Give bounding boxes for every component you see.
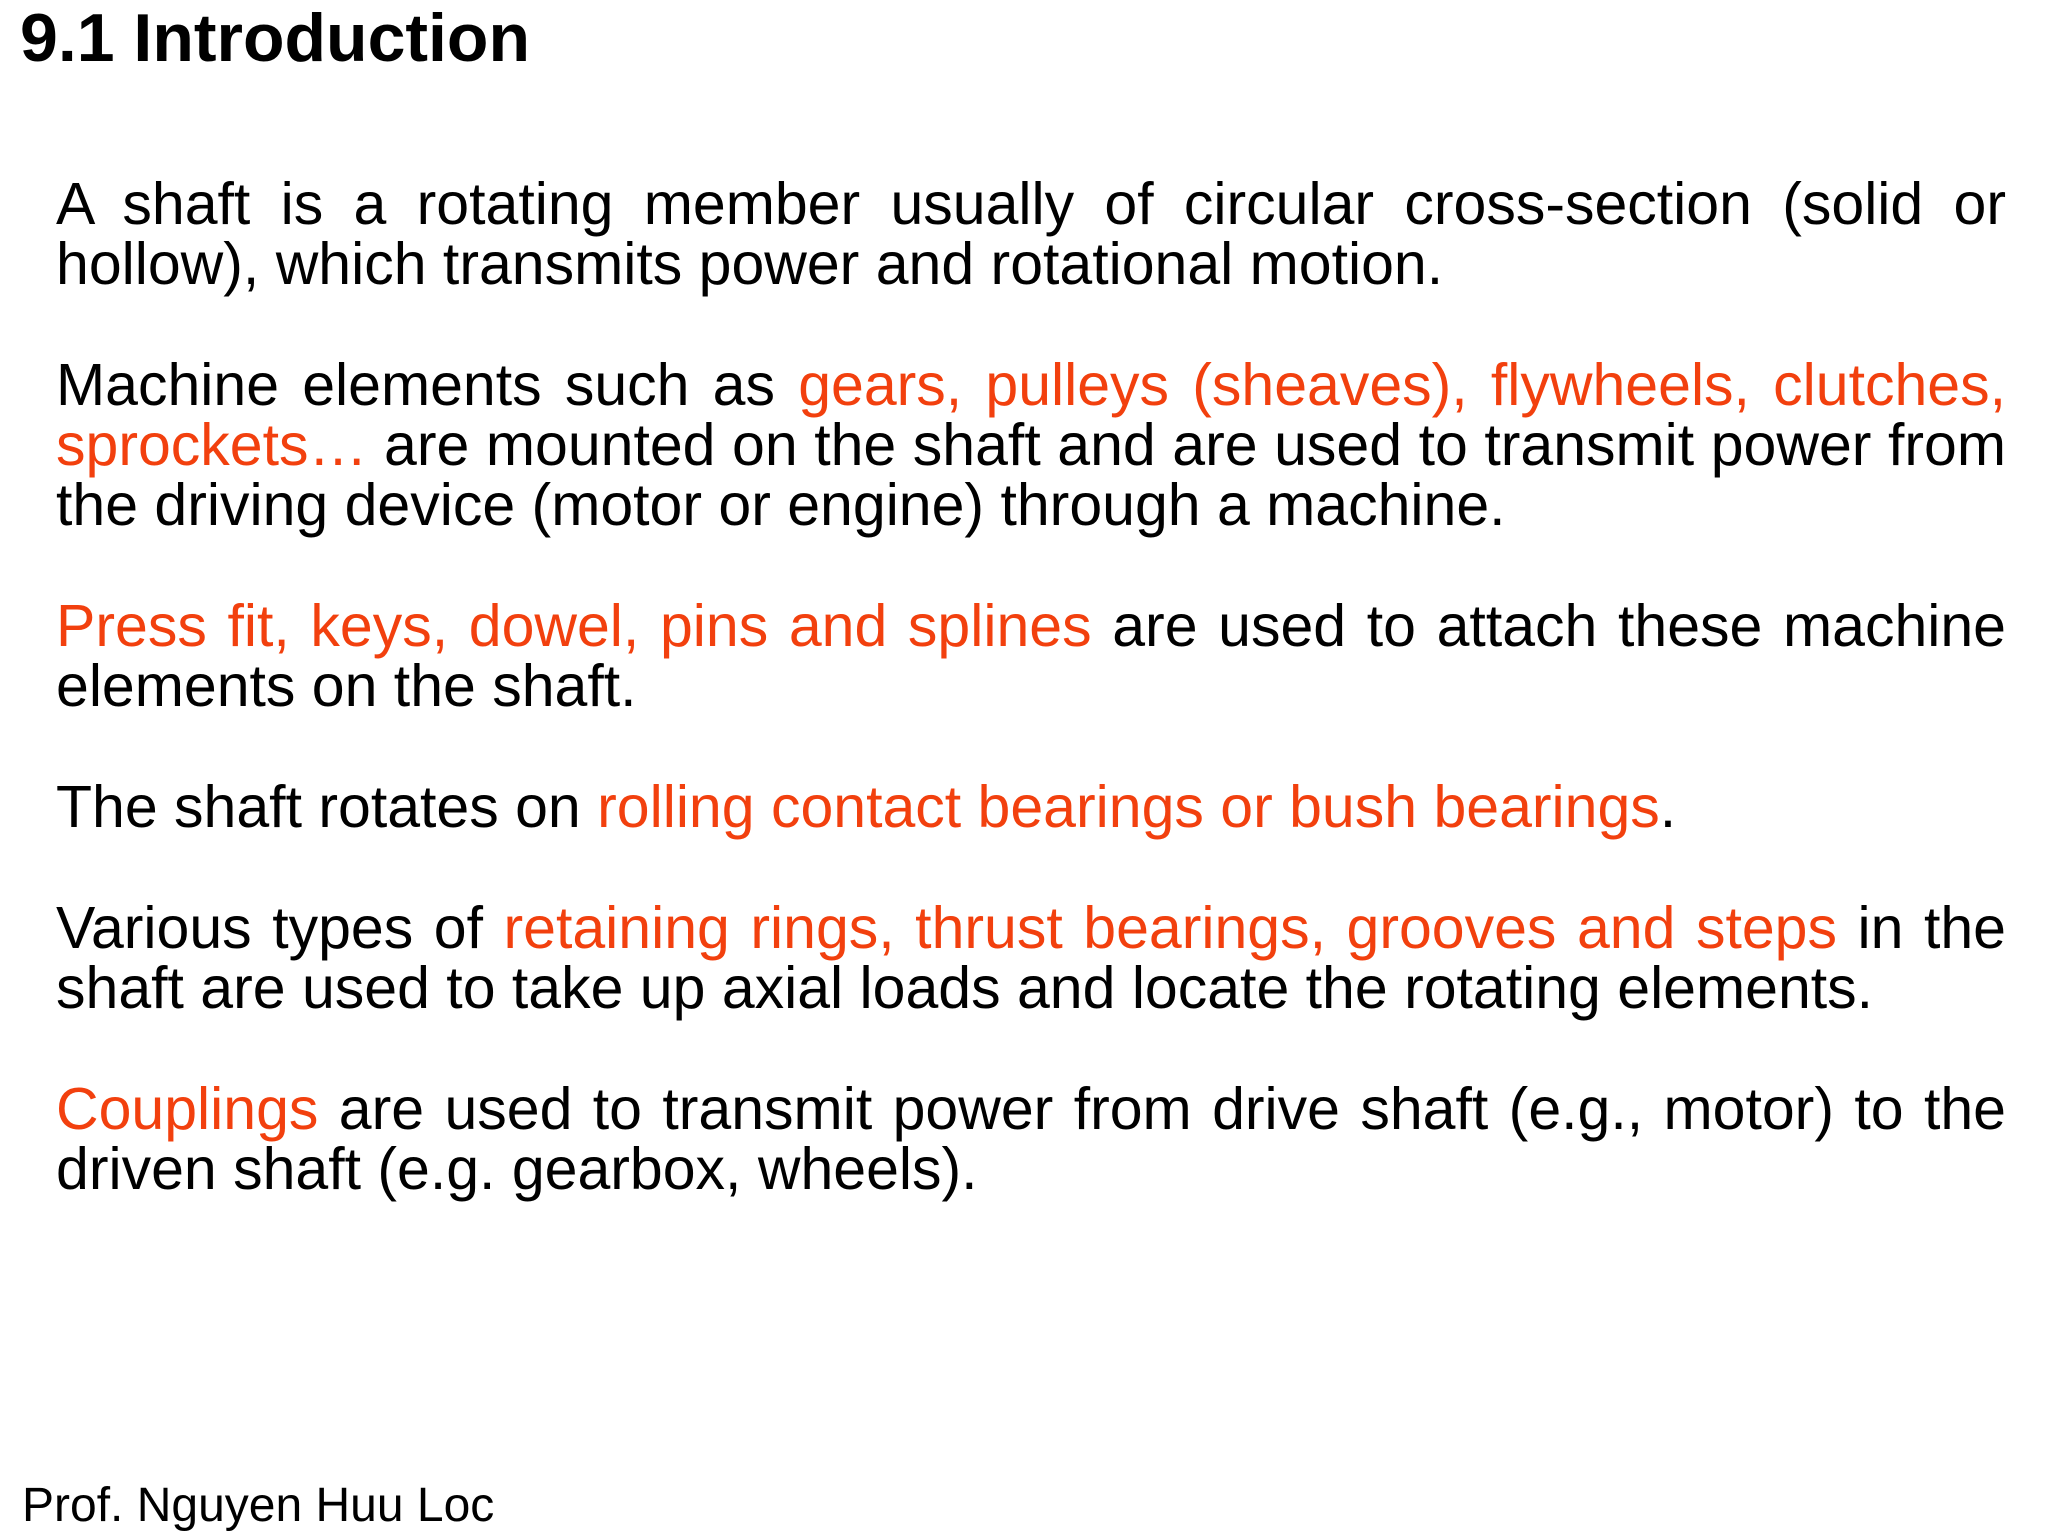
paragraph-text: in the shaft are used to take up axial loads and locate the rotating elements. <box>56 895 2006 1021</box>
highlighted-term: gears, pulleys (sheaves), flywheels, clutches, sprockets… <box>56 352 2006 478</box>
paragraph-text: Machine elements such as <box>56 352 799 418</box>
paragraph-couplings <box>56 1076 2006 1202</box>
author-footer: Prof. Nguyen Huu Loc <box>22 1479 495 1532</box>
paragraph-text: A shaft is a rotating member usually of circular cross-section (solid or hollow), which transmits power and rotational motion. <box>56 171 2006 297</box>
highlighted-term: Couplings <box>56 1076 319 1142</box>
paragraph-text: are used to attach these machine elements on the shaft. <box>56 593 2006 719</box>
paragraph-text: are used to transmit power from drive shaft (e.g., motor) to the driven shaft (e.g. gearbox, wheels). <box>56 1076 2006 1202</box>
paragraph-machine-elements <box>56 352 2006 538</box>
paragraph-text: are mounted on the shaft and are used to transmit power from the driving device (motor or engine) through a machine. <box>56 412 2006 538</box>
slide-body <box>56 171 2006 1260</box>
highlighted-term: rolling contact bearings or bush bearings <box>597 774 1660 840</box>
highlighted-term: Press fit, keys, dowel, pins and splines <box>56 593 1092 659</box>
paragraph-shaft-definition <box>56 171 2006 297</box>
highlighted-term: retaining rings, thrust bearings, grooves and steps <box>503 895 1837 961</box>
slide-title: 9.1 Introduction <box>20 0 530 76</box>
paragraph-attachment-methods <box>56 593 2006 719</box>
paragraph-axial-loads <box>56 895 2006 1021</box>
paragraph-text: Various types of <box>56 895 504 961</box>
paragraph-bearings <box>56 774 2006 840</box>
paragraph-text: The shaft rotates on <box>56 774 598 840</box>
paragraph-text: . <box>1659 774 1677 840</box>
